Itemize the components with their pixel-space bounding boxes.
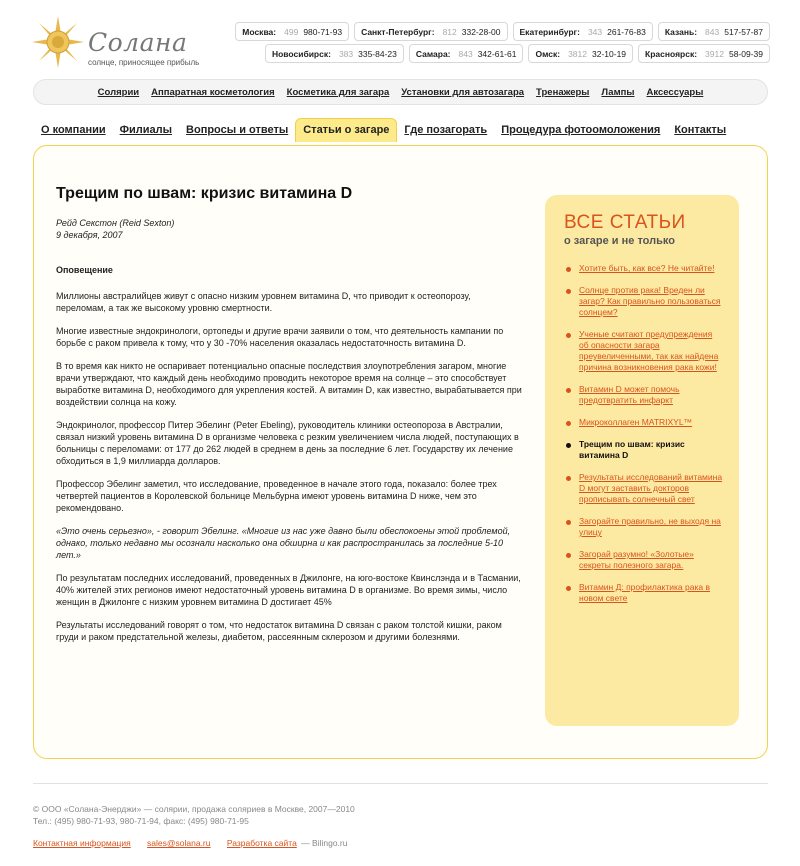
tab-articles[interactable]: Статьи о загаре	[295, 118, 397, 142]
brand-name: Солана	[88, 28, 188, 57]
phone-spb: Санкт-Петербург: 812 332-28-00	[354, 22, 507, 41]
article-link[interactable]: Хотите быть, как все? Не читайте!	[579, 263, 715, 273]
article-section-title: Оповещение	[56, 265, 113, 275]
article-title: Трещим по швам: кризис витамина D	[56, 185, 353, 202]
footer-dev-link[interactable]: Разработка сайта	[226, 838, 297, 848]
logo[interactable]	[30, 14, 200, 74]
article-date: 9 декабря, 2007	[56, 230, 123, 240]
all-articles-sidebar	[545, 195, 739, 726]
nav-accessories[interactable]: Аксессуары	[646, 86, 704, 98]
phone-novosibirsk: Новосибирск: 383 335-84-23	[265, 44, 404, 63]
tab-about[interactable]: О компании	[41, 124, 106, 136]
article-quote: «Это очень серьезно», - говорит Эбелинг. «Многие из нас уже давно были обеспокоены этой проблемой, однако, только недавно мы осознали насколько она обширна и как распространилась за последние 5-10 лет.»	[56, 526, 511, 560]
list-item	[564, 582, 723, 604]
footer-divider	[33, 783, 768, 784]
phone-row-1	[212, 22, 770, 41]
footer	[33, 803, 355, 849]
list-item-current	[564, 439, 723, 461]
article-paragraph: Результаты исследований говорят о том, что недостаток витамина D связан с раком толстой кишки, раком груди и раком предстательной железы, диабетом, рассеянным склерозом и другими болезнями.	[56, 620, 502, 642]
article-paragraph: Профессор Эбелинг заметил, что исследование, проведенное в начале этого года, показало: более трех четвертей пациентов в Королевской больнице Мельбурна имеют уровень витамина D ниже, чем это рекомендовано.	[56, 479, 497, 513]
nav-trainers[interactable]: Тренажеры	[536, 86, 590, 98]
tab-contacts[interactable]: Контакты	[674, 124, 727, 136]
footer-contacts-link[interactable]: Контактная информация	[33, 838, 131, 848]
sun-logo-icon	[30, 14, 86, 70]
phone-kazan: Казань: 843 517-57-87	[658, 22, 770, 41]
article-link[interactable]: Результаты исследований витамина D могут заставить докторов прописывать солнечный свет	[579, 472, 723, 504]
list-item	[564, 472, 723, 505]
tab-where-to-tan[interactable]: Где позагорать	[404, 124, 488, 136]
footer-phones: Тел.: (495) 980-71-93, 980-71-94, факс: (495) 980-71-95	[33, 816, 249, 826]
article-link[interactable]: Витамин D может помочь предотвратить инфаркт	[579, 384, 680, 405]
list-item	[564, 516, 723, 538]
phone-krasnoyarsk: Красноярск: 3912 58-09-39	[638, 44, 770, 63]
sidebar-subtitle: о загаре и не только	[564, 235, 675, 247]
phone-omsk: Омск: 3812 32-10-19	[528, 44, 633, 63]
article-paragraph: В то время как никто не оспаривает потенциально опасные последствия злоупотребления загаром, многие врачи утверждают, что каждый день необходимо проводить некоторое время на солнце – это способствует выработке витамина D, необходимого для укрепления костей. А витамин D, как известно, вырабатывается при воздействии солнца на кожу.	[56, 361, 522, 407]
article-paragraph: Миллионы австралийцев живут с опасно низким уровнем витамина D, что приводит к остеопорозу, переломам, а так же высокому уровню смертности.	[56, 291, 471, 313]
article-link[interactable]: Загорайте правильно, не выходя на улицу	[579, 516, 721, 537]
list-item	[564, 384, 723, 406]
tab-photorejuvenation[interactable]: Процедура фотоомоложения	[501, 124, 661, 136]
article-paragraph: По результатам последних исследований, проведенных в Джилонге, на юго-востоке Квинслэнда и в Тасмании, 40% жителей этих регионов имеют недостаточный уровень витамина D в организме. Во время зимы, число женщин в Джилонге с низким уровнем витамина D достигает 45%	[56, 573, 521, 607]
brand-tagline: солнце, приносящее прибыль	[88, 58, 200, 67]
nav-cosmetology[interactable]: Аппаратная косметология	[151, 86, 275, 98]
nav-tanning-cosmetics[interactable]: Косметика для загара	[286, 86, 390, 98]
footer-copyright: © ООО «Солана-Энерджи» — солярии, продажа соляриев в Москве, 2007—2010	[33, 804, 355, 814]
article-byline	[56, 217, 522, 241]
article-link[interactable]: Микроколлаген MATRIXYL™	[579, 417, 693, 427]
list-item	[564, 263, 723, 274]
list-item	[564, 285, 723, 318]
tab-faq[interactable]: Вопросы и ответы	[186, 124, 289, 136]
current-article-label: Трещим по швам: кризис витамина D	[579, 439, 685, 460]
phone-ekaterinburg: Екатеринбург: 343 261-76-83	[513, 22, 653, 41]
footer-links	[33, 837, 355, 849]
section-tabs	[34, 118, 733, 142]
phone-row-2	[212, 44, 770, 63]
article-link[interactable]: Солнце против рака! Вреден ли загар? Как правильно пользоваться солнцем?	[579, 285, 721, 317]
article-list	[564, 263, 723, 604]
phone-samara: Самара: 843 342-61-61	[409, 44, 524, 63]
article-author: Рейд Секстон (Reid Sexton)	[56, 218, 175, 228]
list-item	[564, 549, 723, 571]
article-link[interactable]: Ученые считают предупреждения об опасности загара преувеличенными, так как найдена причина возникновения рака кожи!	[579, 329, 719, 372]
article	[56, 185, 522, 654]
nav-autotan[interactable]: Установки для автозагара	[401, 86, 525, 98]
nav-solariums[interactable]: Солярии	[97, 86, 140, 98]
tab-branches[interactable]: Филиалы	[119, 124, 173, 136]
article-paragraph: Многие известные эндокринологи, ортопеды и другие врачи заявили о том, что деятельность кампании по борьбе с раком привела к тому, что у 30 -70% населения оказалась недостаточность витамина D.	[56, 326, 504, 348]
phone-moscow: Москва: 499 980-71-93	[235, 22, 349, 41]
article-paragraph: Эндокринолог, профессор Питер Эбелинг (Peter Ebeling), руководитель клиники остеопороза в Австралии, связал низкий уровень витамина D в организме человека с резким увеличением числа людей, поступающих в больницы с переломами: от 177 до 262 людей в среднем в день за последние 6 лет. Государству их лечение обходиться в 1,9 миллиарда долларов.	[56, 420, 519, 466]
list-item	[564, 417, 723, 428]
phone-list	[212, 22, 770, 66]
sidebar-title: ВСЕ СТАТЬИ	[564, 212, 686, 233]
article-link[interactable]: Загорай разумно! «Золотые» секреты полезного загара.	[579, 549, 694, 570]
list-item	[564, 329, 723, 373]
footer-dev-suffix: — Bilingo.ru	[301, 838, 348, 848]
footer-email-link[interactable]: sales@solana.ru	[147, 838, 211, 848]
article-link[interactable]: Витамин Д: профилактика рака в новом свете	[579, 582, 710, 603]
nav-lamps[interactable]: Лампы	[601, 86, 635, 98]
category-nav	[33, 79, 768, 105]
